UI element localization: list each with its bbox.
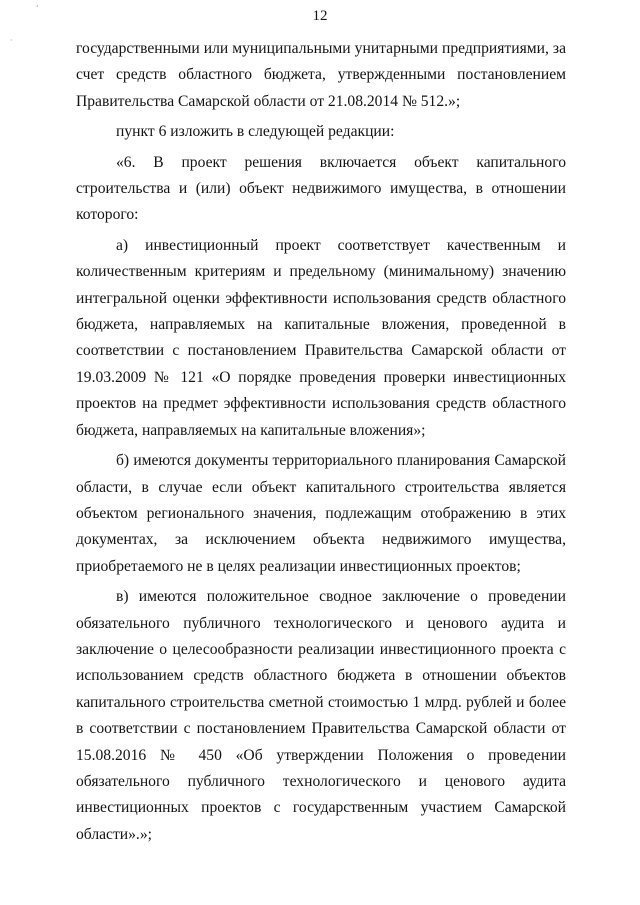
scan-mark-left: ·	[10, 36, 13, 45]
paragraph-item-6: «6. В проект решения включается объект капитального строительства и (или) объект недвижимого имущества, в отношении которого:	[76, 153, 566, 224]
scan-mark-top-left: ‘	[36, 4, 39, 13]
document-body	[76, 36, 566, 848]
page-number: 12	[312, 8, 328, 24]
paragraph-subitem-v: в) имеются положительное сводное заключение о проведении обязательного публичного технологического и ценового аудита и заключение о целесообразности реализации инвестиционного проекта с использованием средств областного бюджета в отношении объектов капитального строительства сметной стоимостью 1 млрд. рублей и более в соответствии с постановлением Правительства Самарской области от 15.08.2016 № 450 «Об утверждении Положения о проведении обязательного публичного технологического и ценового аудита инвестиционных проектов с государственным участием Самарской области».»;	[76, 588, 566, 843]
paragraph-subitem-a: а) инвестиционный проект соответствует качественным и количественным критериям и предельному (минимальному) значению интегральной оценки эффективности использования средств областного бюджета, направляемых на капитальные вложения, проведенной в соответствии с постановлением Правительства Самарской области от 19.03.2009 № 121 «О порядке проведения проверки инвестиционных проектов на предмет эффективности использования средств областного бюджета, направляемых на капитальные вложения»;	[76, 236, 566, 439]
paragraph-continuation: государственными или муниципальными унитарными предприятиями, за счет средств областного бюджета, утвержденными постановлением Правительства Самарской области от 21.08.2014 № 512.»;	[76, 40, 566, 110]
paragraph-amendment-instruction: пункт 6 изложить в следующей редакции:	[116, 123, 395, 141]
paragraph-subitem-b: б) имеются документы территориального планирования Самарской области, в случае если объект капитального строительства является объектом регионального значения, подлежащим отображению в этих документах, за исключением объекта недвижимого имущества, приобретаемого не в целях реализации инвестиционных проектов;	[76, 452, 566, 575]
